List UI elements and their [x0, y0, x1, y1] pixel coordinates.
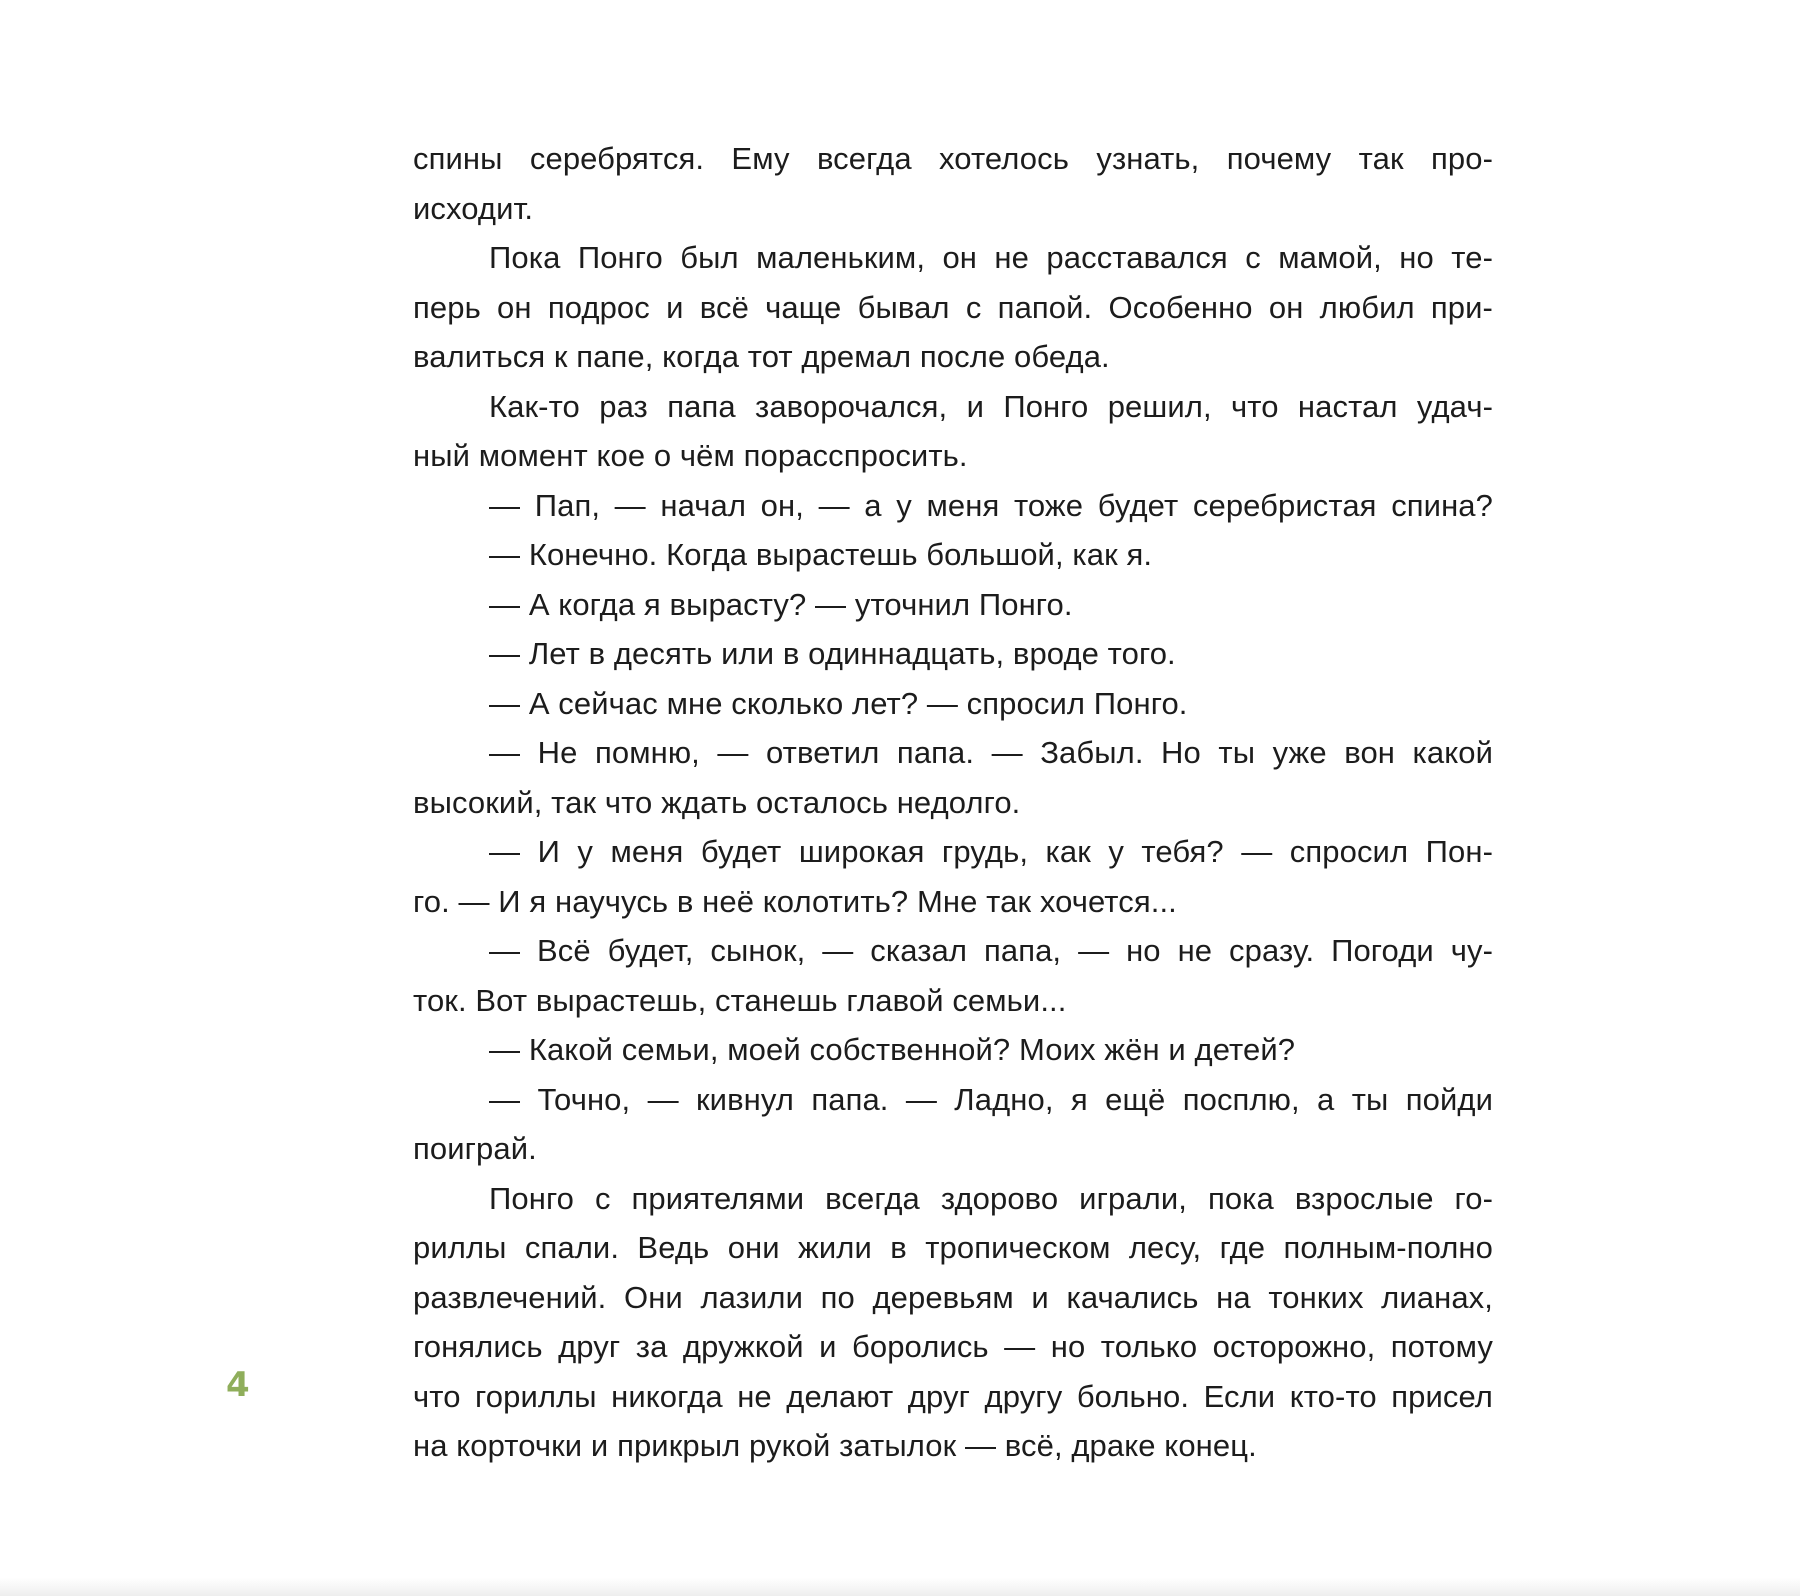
text-line: го. — И я научусь в неё колотить? Мне так хочется... — [413, 883, 1177, 919]
text-line: Как-то раз папа заворочался, и Понго решил, что настал удач- — [489, 388, 1493, 424]
page-number: 4 — [226, 1365, 250, 1405]
text-line: спины серебрятся. Ему всегда хотелось узнать, почему так про- — [413, 141, 1493, 176]
body-text — [413, 134, 1493, 1471]
text-line: — Всё будет, сынок, — сказал папа, — но не сразу. Погоди чу- — [489, 933, 1493, 968]
text-line: риллы спали. Ведь они жили в тропическом лесу, где полным-полно — [413, 1230, 1493, 1265]
text-line: — И у меня будет широкая грудь, как у тебя? — спросил Пон- — [489, 834, 1493, 869]
text-line: — А когда я вырасту? — уточнил Понго. — [489, 586, 1073, 622]
scan-edge-shadow — [0, 1578, 1800, 1596]
text-line: — Точно, — кивнул папа. — Ладно, я ещё посплю, а ты пойди — [489, 1081, 1493, 1117]
text-line: на корточки и прикрыл рукой затылок — всё, драке конец. — [413, 1428, 1257, 1463]
text-line: исходит. — [413, 190, 534, 226]
text-line: — Лет в десять или в одиннадцать, вроде того. — [489, 636, 1176, 671]
text-line: что гориллы никогда не делают друг другу больно. Если кто-то присел — [413, 1378, 1493, 1414]
text-line: ный момент кое о чём порасспросить. — [413, 438, 968, 473]
text-line: — А сейчас мне сколько лет? — спросил Понго. — [489, 685, 1188, 721]
text-line: Пока Понго был маленьким, он не расставался с мамой, но те- — [489, 240, 1493, 275]
text-line: гонялись друг за дружкой и боролись — но только осторожно, потому — [413, 1329, 1493, 1364]
text-line: валиться к папе, когда тот дремал после обеда. — [413, 339, 1110, 374]
text-line: Понго с приятелями всегда здорово играли, пока взрослые го- — [489, 1180, 1493, 1216]
text-line: развлечений. Они лазили по деревьям и качались на тонких лианах, — [413, 1279, 1493, 1315]
text-line: — Конечно. Когда вырастешь большой, как я. — [489, 537, 1153, 572]
text-line: перь он подрос и всё чаще бывал с папой. Особенно он любил при- — [413, 289, 1493, 325]
text-line: — Не помню, — ответил папа. — Забыл. Но ты уже вон какой — [489, 735, 1493, 770]
text-line: — Какой семьи, моей собственной? Моих жён и детей? — [489, 1032, 1296, 1067]
text-line: поиграй. — [413, 1131, 537, 1166]
text-line: ток. Вот вырастешь, станешь главой семьи... — [413, 982, 1067, 1018]
text-line: — Пап, — начал он, — а у меня тоже будет серебристая спина? — [489, 487, 1493, 523]
text-line: высокий, так что ждать осталось недолго. — [413, 784, 1021, 820]
